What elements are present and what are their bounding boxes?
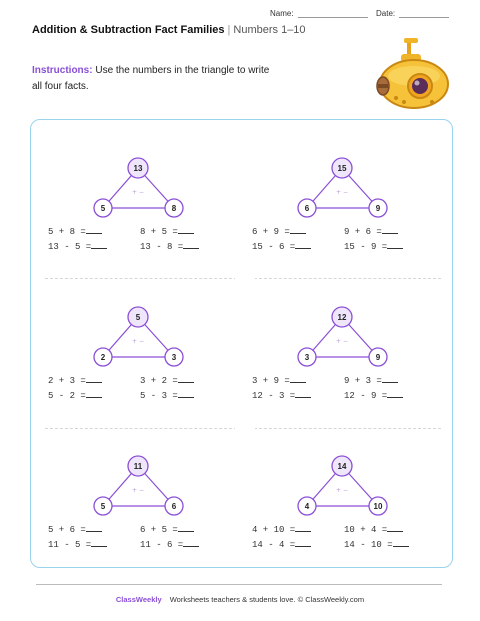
equation-text: 6 + 9 =	[252, 227, 290, 237]
fact-equation	[252, 390, 344, 401]
answer-blank[interactable]	[183, 241, 199, 249]
equation-text: 4 + 10 =	[252, 525, 296, 535]
equation-text: 10 + 4 =	[344, 525, 388, 535]
left-number: 5	[100, 502, 106, 511]
fact-equation	[48, 524, 140, 535]
section-divider	[45, 278, 441, 279]
fact-triangle	[252, 156, 432, 220]
answer-blank[interactable]	[387, 524, 403, 532]
worksheet-title	[32, 24, 306, 36]
fact-family-6	[252, 454, 432, 564]
fact-family-5	[48, 454, 228, 564]
answer-blank[interactable]	[86, 226, 102, 234]
fact-family-3	[48, 305, 228, 415]
section-divider	[45, 428, 441, 429]
answer-blank[interactable]	[382, 226, 398, 234]
operation-hint: + −	[336, 487, 348, 494]
fact-equation	[140, 539, 232, 550]
fact-equation	[252, 524, 344, 535]
operation-hint: + −	[336, 338, 348, 345]
name-label: Name:	[270, 9, 294, 18]
name-blank[interactable]	[298, 9, 368, 18]
left-number: 4	[304, 502, 310, 511]
fact-list	[48, 522, 238, 552]
right-number: 6	[171, 502, 177, 511]
equation-text: 11 - 6 =	[140, 540, 184, 550]
fact-equation	[252, 375, 344, 386]
title-separator: |	[227, 24, 231, 36]
fact-equation	[140, 241, 232, 252]
answer-blank[interactable]	[178, 524, 194, 532]
right-number: 9	[375, 204, 381, 213]
title-main: Addition & Subtraction Fact Families	[32, 24, 225, 36]
equation-text: 2 + 3 =	[48, 376, 86, 386]
operation-hint: + −	[132, 487, 144, 494]
equation-text: 14 - 4 =	[252, 540, 296, 550]
answer-blank[interactable]	[387, 390, 403, 398]
footer	[0, 595, 480, 604]
date-blank[interactable]	[399, 9, 449, 18]
equation-text: 3 + 9 =	[252, 376, 290, 386]
fact-equation	[344, 524, 436, 535]
fact-family-1	[48, 156, 228, 266]
fact-equation	[140, 524, 232, 535]
fact-equation	[344, 375, 436, 386]
fact-list	[48, 373, 238, 403]
title-subtitle: Numbers 1–10	[233, 24, 306, 36]
date-field[interactable]	[376, 9, 449, 18]
answer-blank[interactable]	[91, 241, 107, 249]
fact-equation	[344, 539, 436, 550]
equation-text: 15 - 9 =	[344, 242, 388, 252]
answer-blank[interactable]	[178, 226, 194, 234]
fact-equation	[344, 226, 436, 237]
fact-equation	[140, 390, 232, 401]
operation-hint: + −	[132, 338, 144, 345]
answer-blank[interactable]	[295, 241, 311, 249]
footer-brand: ClassWeekly	[115, 595, 162, 604]
fact-triangle	[48, 305, 228, 369]
answer-blank[interactable]	[91, 539, 107, 547]
fact-list	[252, 224, 442, 254]
fact-equation	[140, 375, 232, 386]
answer-blank[interactable]	[387, 241, 403, 249]
equation-text: 15 - 6 =	[252, 242, 296, 252]
equation-text: 13 - 8 =	[140, 242, 184, 252]
fact-list	[48, 224, 238, 254]
top-number: 15	[337, 164, 347, 173]
fact-equation	[252, 241, 344, 252]
equation-text: 5 - 2 =	[48, 391, 86, 401]
left-number: 2	[100, 353, 106, 362]
operation-hint: + −	[336, 189, 348, 196]
footer-tagline: Worksheets teachers & students love.	[169, 595, 296, 604]
answer-blank[interactable]	[86, 524, 102, 532]
operation-hint: + −	[132, 189, 144, 196]
fact-equation	[344, 241, 436, 252]
answer-blank[interactable]	[86, 390, 102, 398]
instructions-text: Use the numbers in the triangle to write all four facts.	[32, 65, 270, 92]
instructions	[32, 63, 282, 95]
right-number: 3	[171, 353, 177, 362]
submarine-icon	[374, 38, 454, 114]
equation-text: 13 - 5 =	[48, 242, 92, 252]
fact-equation	[252, 539, 344, 550]
fact-equation	[48, 390, 140, 401]
fact-family-4	[252, 305, 432, 415]
fact-triangle	[252, 305, 432, 369]
equation-text: 12 - 9 =	[344, 391, 388, 401]
fact-list	[252, 373, 442, 403]
fact-equation	[252, 226, 344, 237]
top-number: 14	[337, 462, 347, 471]
top-number: 11	[133, 462, 143, 471]
equation-text: 6 + 5 =	[140, 525, 178, 535]
equation-text: 11 - 5 =	[48, 540, 92, 550]
answer-blank[interactable]	[290, 375, 306, 383]
left-number: 6	[304, 204, 310, 213]
right-number: 9	[375, 353, 381, 362]
fact-equation	[344, 390, 436, 401]
left-number: 5	[100, 204, 106, 213]
answer-blank[interactable]	[178, 390, 194, 398]
top-number: 5	[135, 313, 141, 322]
answer-blank[interactable]	[295, 539, 311, 547]
footer-copyright: © ClassWeekly.com	[297, 595, 365, 604]
footer-divider	[36, 584, 442, 585]
top-number: 13	[133, 164, 143, 173]
answer-blank[interactable]	[295, 390, 311, 398]
answer-blank[interactable]	[86, 375, 102, 383]
fact-triangle	[252, 454, 432, 518]
fact-family-2	[252, 156, 432, 266]
fact-triangle	[48, 156, 228, 220]
left-number: 3	[304, 353, 310, 362]
answer-blank[interactable]	[183, 539, 199, 547]
top-number: 12	[337, 313, 347, 322]
name-field[interactable]	[270, 9, 368, 18]
answer-blank[interactable]	[393, 539, 409, 547]
equation-text: 12 - 3 =	[252, 391, 296, 401]
fact-equation	[48, 241, 140, 252]
answer-blank[interactable]	[178, 375, 194, 383]
answer-blank[interactable]	[295, 524, 311, 532]
equation-text: 5 - 3 =	[140, 391, 178, 401]
equation-text: 5 + 8 =	[48, 227, 86, 237]
equation-text: 9 + 6 =	[344, 227, 382, 237]
equation-text: 9 + 3 =	[344, 376, 382, 386]
fact-list	[252, 522, 442, 552]
fact-equation	[48, 375, 140, 386]
equation-text: 5 + 6 =	[48, 525, 86, 535]
date-label: Date:	[376, 9, 396, 18]
answer-blank[interactable]	[382, 375, 398, 383]
equation-text: 8 + 5 =	[140, 227, 178, 237]
fact-equation	[48, 539, 140, 550]
fact-triangle	[48, 454, 228, 518]
right-number: 10	[373, 502, 383, 511]
equation-text: 14 - 10 =	[344, 540, 393, 550]
right-number: 8	[171, 204, 177, 213]
answer-blank[interactable]	[290, 226, 306, 234]
equation-text: 3 + 2 =	[140, 376, 178, 386]
fact-equation	[48, 226, 140, 237]
fact-equation	[140, 226, 232, 237]
instructions-label: Instructions:	[32, 65, 93, 76]
